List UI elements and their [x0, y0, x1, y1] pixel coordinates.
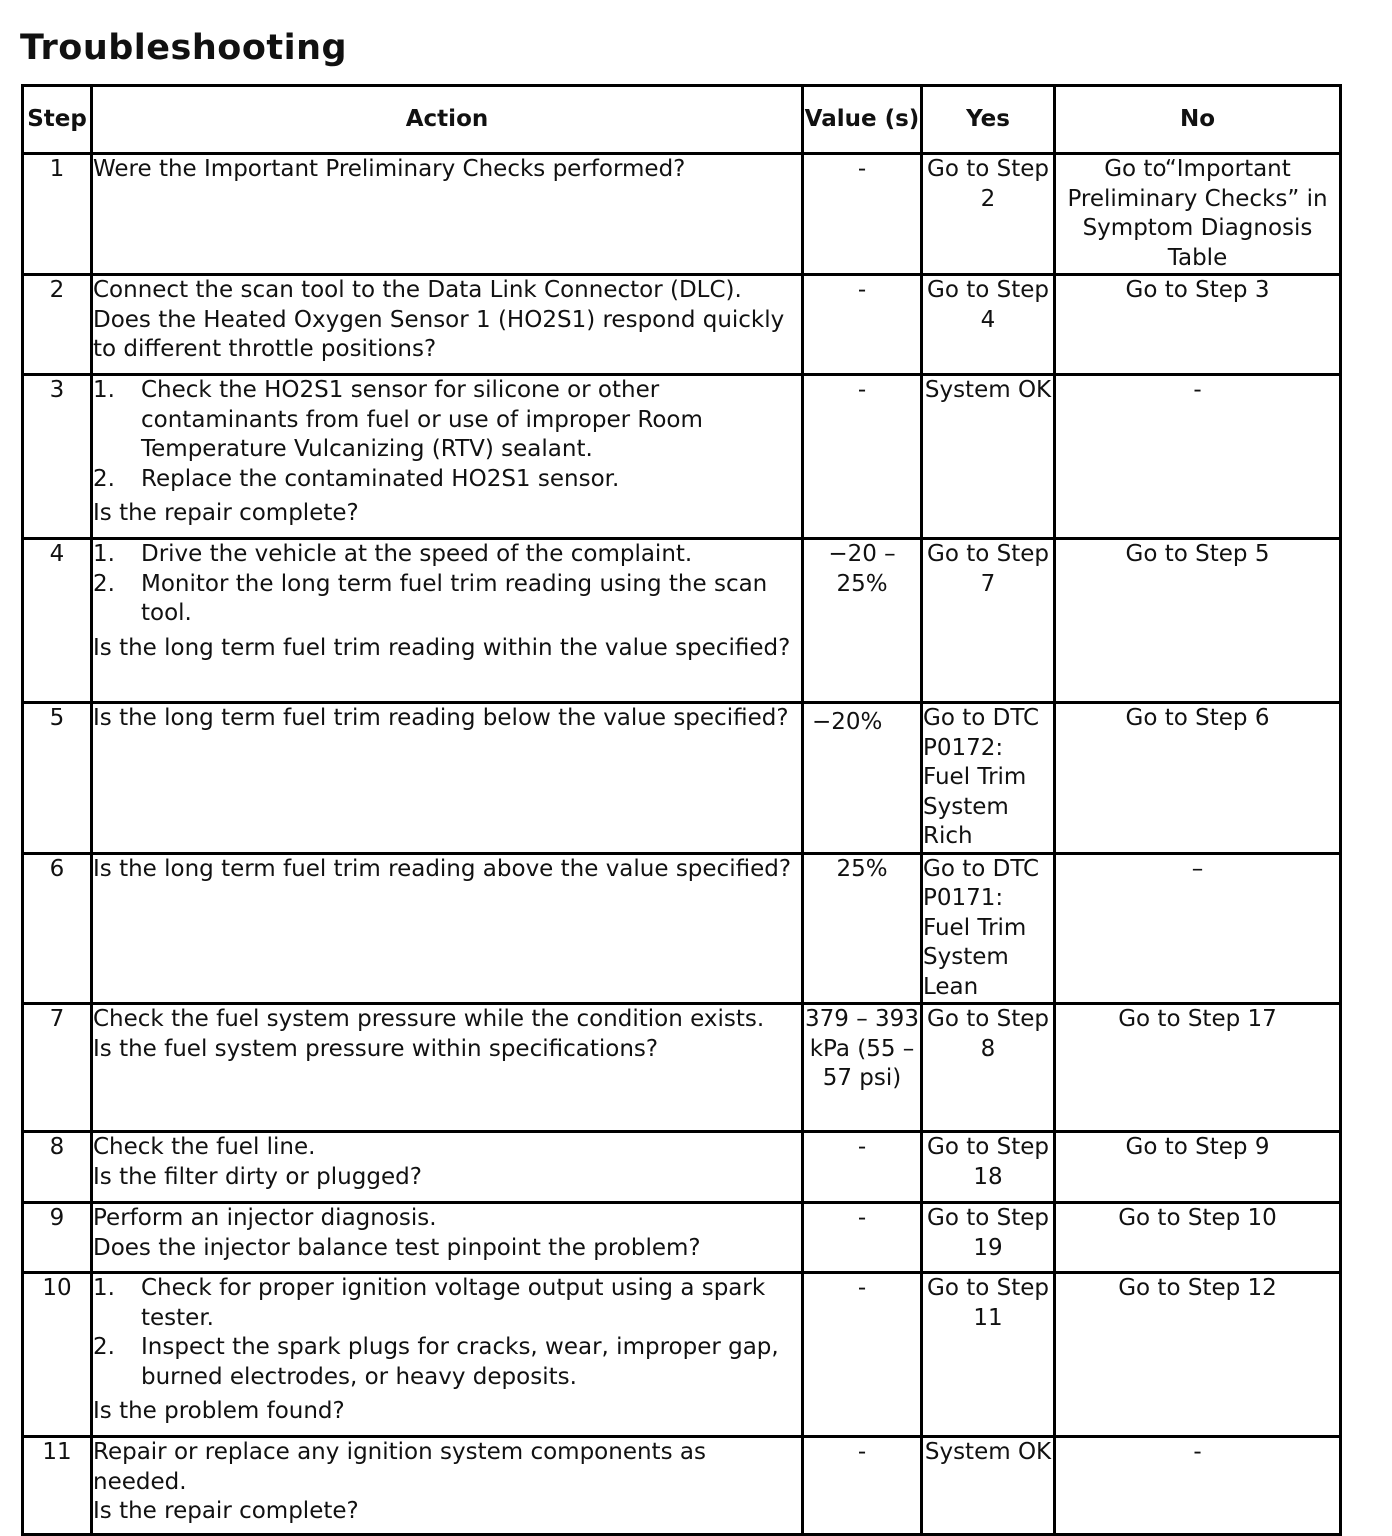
action-cell	[92, 375, 803, 539]
step-number: 3	[23, 375, 92, 539]
step-number: 2	[23, 275, 92, 375]
item-number: 2.	[93, 465, 115, 492]
no-cell: Go to Step 17	[1055, 1004, 1341, 1132]
value-cell: 25%	[803, 853, 922, 1004]
action-cell	[92, 1004, 803, 1132]
yes-cell: Go to DTC P0171: Fuel Trim System Lean	[922, 853, 1055, 1004]
action-line: Is the fuel system pressure within specifications?	[93, 1035, 659, 1062]
yes-cell: Go to Step 18	[922, 1132, 1055, 1203]
table-header-row	[23, 86, 1341, 154]
action-question: Is the repair complete?	[93, 500, 359, 526]
list-item	[93, 376, 801, 465]
step-number: 4	[23, 539, 92, 703]
troubleshooting-table	[21, 84, 1342, 1536]
yes-cell: Go to Step 4	[922, 275, 1055, 375]
item-number: 2.	[93, 1334, 115, 1360]
step-number: 1	[23, 154, 92, 275]
header-no: No	[1055, 86, 1341, 154]
table-row	[23, 154, 1341, 275]
header-step: Step	[23, 86, 92, 154]
action-line: Perform an injector diagnosis.	[93, 1205, 437, 1231]
yes-cell: System OK	[922, 375, 1055, 539]
action-list	[93, 540, 801, 629]
value-cell: -	[803, 1203, 922, 1273]
action-cell	[92, 539, 803, 703]
no-cell: Go to Step 10	[1055, 1203, 1341, 1273]
table-row	[23, 375, 1341, 539]
item-number: 1.	[93, 1275, 115, 1301]
action-question: Is the problem found?	[93, 1398, 345, 1424]
no-cell: Go to Step 12	[1055, 1273, 1341, 1437]
action-text: Is the long term fuel trim reading above the value specified?	[92, 853, 803, 1004]
item-text: Replace the contaminated HO2S1 sensor.	[141, 465, 620, 492]
yes-cell: Go to DTC P0172: Fuel Trim System Rich	[922, 703, 1055, 854]
table-row	[23, 853, 1341, 1004]
yes-cell: Go to Step 8	[922, 1004, 1055, 1132]
step-number: 9	[23, 1203, 92, 1273]
value-cell: −20%	[803, 703, 922, 854]
table-row	[23, 1004, 1341, 1132]
step-number: 11	[23, 1437, 92, 1535]
item-number: 1.	[93, 377, 115, 403]
step-number: 8	[23, 1132, 92, 1203]
no-cell: Go to Step 6	[1055, 703, 1341, 854]
item-text: Drive the vehicle at the speed of the complaint.	[141, 541, 693, 567]
no-cell: -	[1055, 375, 1341, 539]
no-cell: Go to“Important Preliminary Checks” in Symptom Diagnosis Table	[1055, 154, 1341, 275]
action-line: Does the injector balance test pinpoint the problem?	[93, 1234, 701, 1261]
table-row	[23, 1203, 1341, 1273]
list-item	[93, 1333, 801, 1392]
table-row	[23, 275, 1341, 375]
step-number: 10	[23, 1273, 92, 1437]
item-text: Check for proper ignition voltage output using a spark tester.	[141, 1275, 766, 1331]
value-cell: −20 – 25%	[803, 539, 922, 703]
list-item	[93, 1274, 801, 1333]
value-cell: -	[803, 275, 922, 375]
item-text: Check the HO2S1 sensor for silicone or other contaminants from fuel or use of improper Room Temperature Vulcanizing (RTV) sealant.	[141, 377, 703, 462]
no-cell: Go to Step 9	[1055, 1132, 1341, 1203]
step-number: 6	[23, 853, 92, 1004]
action-line: Check the fuel system pressure while the condition exists.	[93, 1006, 765, 1032]
item-text: Inspect the spark plugs for cracks, wear, improper gap, burned electrodes, or heavy deposits.	[141, 1334, 779, 1390]
header-action: Action	[92, 86, 803, 154]
value-cell: -	[803, 375, 922, 539]
action-line: Is the filter dirty or plugged?	[93, 1163, 422, 1190]
action-cell	[92, 1273, 803, 1437]
action-list	[93, 376, 801, 494]
table-row	[23, 1132, 1341, 1203]
yes-cell: Go to Step 2	[922, 154, 1055, 275]
table-row	[23, 1273, 1341, 1437]
action-list	[93, 1274, 801, 1392]
yes-cell: Go to Step 19	[922, 1203, 1055, 1273]
yes-cell: Go to Step 7	[922, 539, 1055, 703]
value-cell: -	[803, 1132, 922, 1203]
list-item	[93, 465, 801, 495]
item-number: 1.	[93, 541, 115, 567]
action-text: Is the long term fuel trim reading below the value specified?	[92, 703, 803, 854]
no-cell: Go to Step 3	[1055, 275, 1341, 375]
step-number: 5	[23, 703, 92, 854]
yes-cell: Go to Step 11	[922, 1273, 1055, 1437]
action-text: Connect the scan tool to the Data Link Connector (DLC). Does the Heated Oxygen Sensor 1 (HO2S1) respond quickly to different throttle positions?	[92, 275, 803, 375]
action-line: Repair or replace any ignition system components as needed.	[93, 1439, 706, 1495]
header-value: Value (s)	[803, 86, 922, 154]
action-cell	[92, 1132, 803, 1203]
list-item	[93, 570, 801, 629]
action-cell	[92, 1203, 803, 1273]
value-cell: -	[803, 1437, 922, 1535]
yes-cell: System OK	[922, 1437, 1055, 1535]
value-cell: 379 – 393 kPa (55 – 57 psi)	[803, 1004, 922, 1132]
no-cell: –	[1055, 853, 1341, 1004]
action-text: Were the Important Preliminary Checks performed?	[92, 154, 803, 275]
table-row	[23, 539, 1341, 703]
no-cell: -	[1055, 1437, 1341, 1535]
action-line: Check the fuel line.	[93, 1134, 316, 1160]
value-cell: -	[803, 154, 922, 275]
action-line: Is the repair complete?	[93, 1498, 359, 1524]
value-cell: -	[803, 1273, 922, 1437]
action-question: Is the long term fuel trim reading within the value specified?	[93, 634, 791, 661]
item-number: 2.	[93, 570, 115, 597]
no-cell: Go to Step 5	[1055, 539, 1341, 703]
item-text: Monitor the long term fuel trim reading using the scan tool.	[141, 570, 768, 626]
table-row	[23, 703, 1341, 854]
header-yes: Yes	[922, 86, 1055, 154]
list-item	[93, 540, 801, 570]
page-title: Troubleshooting	[20, 28, 348, 68]
step-number: 7	[23, 1004, 92, 1132]
